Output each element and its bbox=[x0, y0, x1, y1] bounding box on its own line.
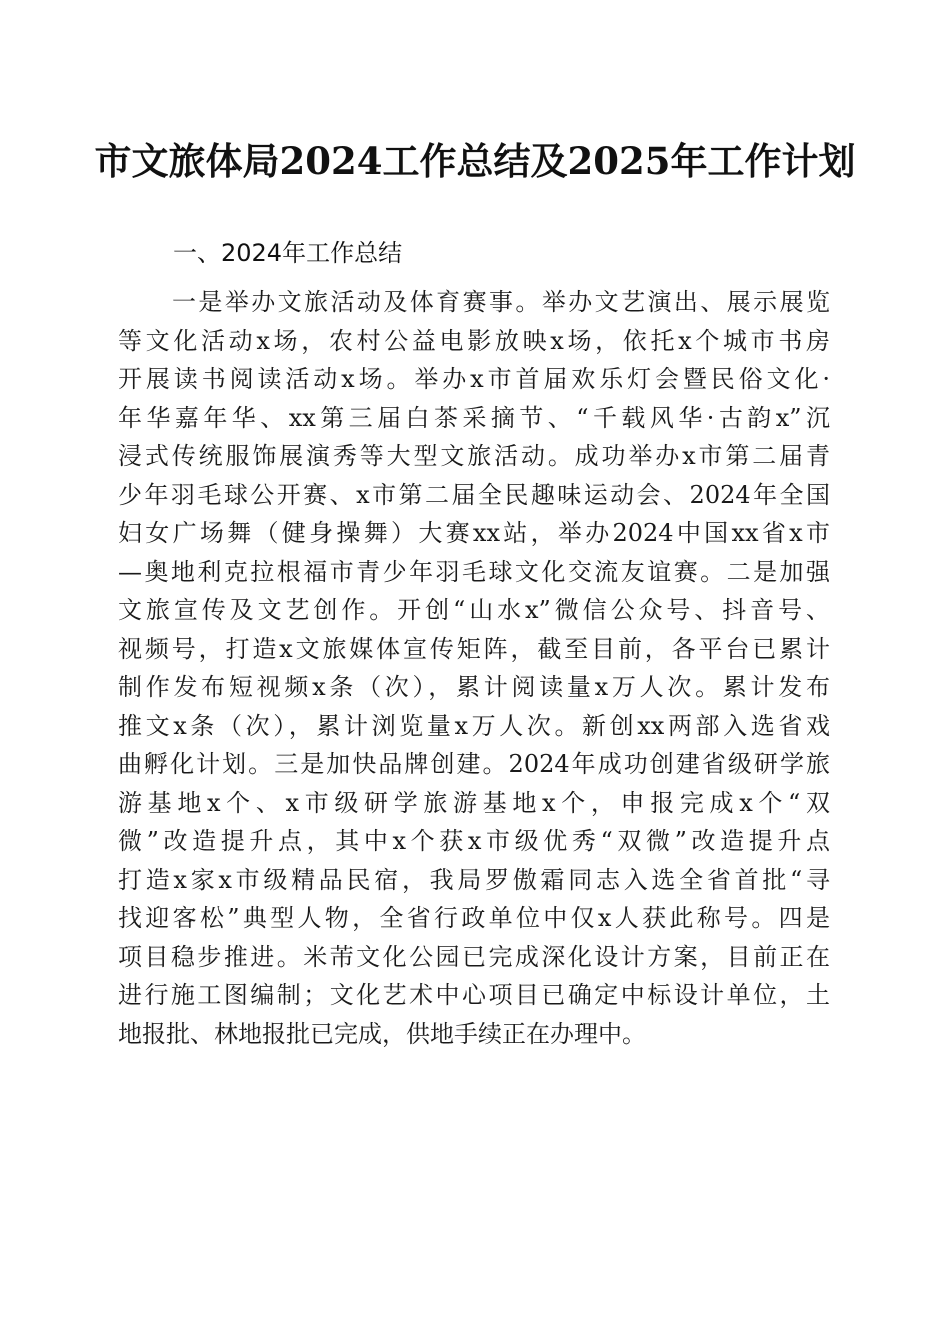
paragraph-line: 妇女广场舞（健身操舞）大赛xx站，举办2024中国xx省x市 bbox=[118, 519, 830, 547]
paragraph-line: 推文x条（次），累计浏览量x万人次。新创xx两部入选省戏 bbox=[118, 711, 830, 740]
paragraph-line: 少年羽毛球公开赛、x市第二届全民趣味运动会、2024年全国 bbox=[118, 480, 830, 509]
paragraph-line: 浸式传统服饰展演秀等大型文旅活动。成功举办x市第二届青 bbox=[118, 442, 830, 470]
paragraph-line: —奥地利克拉根福市青少年羽毛球文化交流友谊赛。二是加强 bbox=[118, 557, 830, 586]
document-title: 市文旅体局2024工作总结及2025年工作计划 bbox=[94, 139, 856, 183]
body-paragraph bbox=[118, 283, 830, 1053]
paragraph-line: 微”改造提升点，其中x个获x市级优秀“双微”改造提升点 bbox=[118, 827, 830, 855]
paragraph-line: 打造x家x市级精品民宿，我局罗傲霜同志入选全省首批“寻 bbox=[118, 865, 830, 894]
paragraph-line: 找迎客松”典型人物，全省行政单位中仅x人获此称号。四是 bbox=[118, 904, 830, 932]
paragraph-line: 项目稳步推进。米芾文化公园已完成深化设计方案，目前正在 bbox=[118, 942, 830, 971]
paragraph-line: 年华嘉年华、xx第三届白茶采摘节、“千载风华·古韵x”沉 bbox=[118, 403, 830, 432]
paragraph-line: 进行施工图编制；文化艺术中心项目已确定中标设计单位，土 bbox=[118, 981, 830, 1009]
paragraph-line: 一是举办文旅活动及体育赛事。举办文艺演出、展示展览 bbox=[172, 288, 830, 316]
paragraph-line: 游基地x个、x市级研学旅游基地x个，申报完成x个“双 bbox=[118, 788, 830, 817]
paragraph-line: 地报批、林地报批已完成，供地手续正在办理中。 bbox=[118, 1019, 646, 1048]
paragraph-line: 等文化活动x场，农村公益电影放映x场，依托x个城市书房 bbox=[118, 326, 830, 355]
paragraph-line: 文旅宣传及文艺创作。开创“山水x”微信公众号、抖音号、 bbox=[118, 596, 830, 624]
section-heading: 一、2024年工作总结 bbox=[173, 239, 403, 267]
paragraph-line: 制作发布短视频x条（次），累计阅读量x万人次。累计发布 bbox=[118, 673, 830, 701]
paragraph-line: 曲孵化计划。三是加快品牌创建。2024年成功创建省级研学旅 bbox=[118, 750, 830, 778]
paragraph-line: 视频号，打造x文旅媒体宣传矩阵，截至目前，各平台已累计 bbox=[118, 634, 830, 663]
paragraph-line: 开展读书阅读活动x场。举办x市首届欢乐灯会暨民俗文化· bbox=[118, 365, 830, 393]
